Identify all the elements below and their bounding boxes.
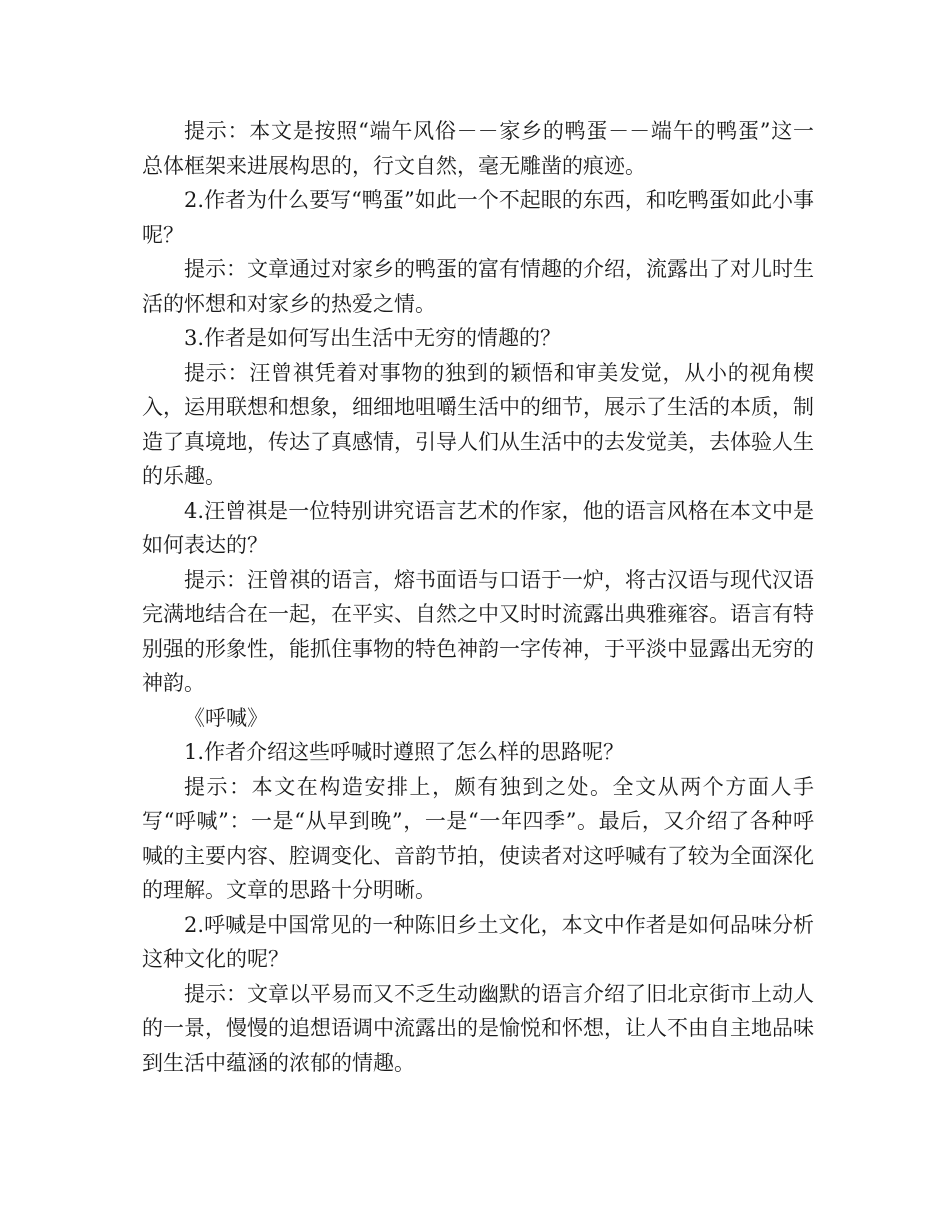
answer-hint-paragraph: 提示：汪曾祺凭着对事物的独到的颖悟和审美发觉，从小的视角楔入，运用联想和想象，细细地咀嚼生活中的细节，展示了生活的本质，制造了真境地，传达了真感情，引导人们从生活中的去发觉美，去体验人生的乐趣。	[142, 360, 814, 488]
question-paragraph: 4.汪曾祺是一位特别讲究语言艺术的作家，他的语言风格在本文中是如何表达的？	[142, 498, 814, 557]
question-paragraph: 1.作者介绍这些呼喊时遵照了怎么样的思路呢？	[184, 740, 625, 764]
question-paragraph: 2.作者为什么要写“鸭蛋”如此一个不起眼的东西，和吃鸭蛋如此小事呢？	[142, 188, 814, 247]
answer-hint-paragraph: 提示：本文是按照“端午风俗－－家乡的鸭蛋－－端午的鸭蛋”这一总体框架来进展构思的，行文自然，毫无雕凿的痕迹。	[142, 119, 814, 178]
section-title: 《呼喊》	[184, 705, 268, 730]
answer-hint-paragraph: 提示：本文在构造安排上，颇有独到之处。全文从两个方面人手写“呼喊”：一是“从早到晚”，一是“一年四季”。最后，又介绍了各种呼喊的主要内容、腔调变化、音韵节拍，使读者对这呼喊有了较为全面深化的理解。文章的思路十分明晰。	[142, 774, 814, 902]
document-page	[142, 114, 814, 1080]
answer-hint-paragraph: 提示：文章以平易而又不乏生动幽默的语言介绍了旧北京街市上动人的一景，慢慢的追想语调中流露出的是愉悦和怀想，让人不由自主地品味到生活中蕴涵的浓郁的情趣。	[142, 981, 814, 1075]
answer-hint-paragraph: 提示：汪曾祺的语言，熔书面语与口语于一炉，将古汉语与现代汉语完满地结合在一起，在平实、自然之中又时时流露出典雅雍容。语言有特别强的形象性，能抓住事物的特色神韵一字传神，于平淡中显露出无穷的神韵。	[142, 567, 814, 695]
question-paragraph: 2.呼喊是中国常见的一种陈旧乡土文化，本文中作者是如何品味分析这种文化的呢？	[142, 912, 814, 971]
answer-hint-paragraph: 提示：文章通过对家乡的鸭蛋的富有情趣的介绍，流露出了对儿时生活的怀想和对家乡的热爱之情。	[142, 257, 814, 316]
question-paragraph: 3.作者是如何写出生活中无穷的情趣的？	[184, 326, 562, 350]
